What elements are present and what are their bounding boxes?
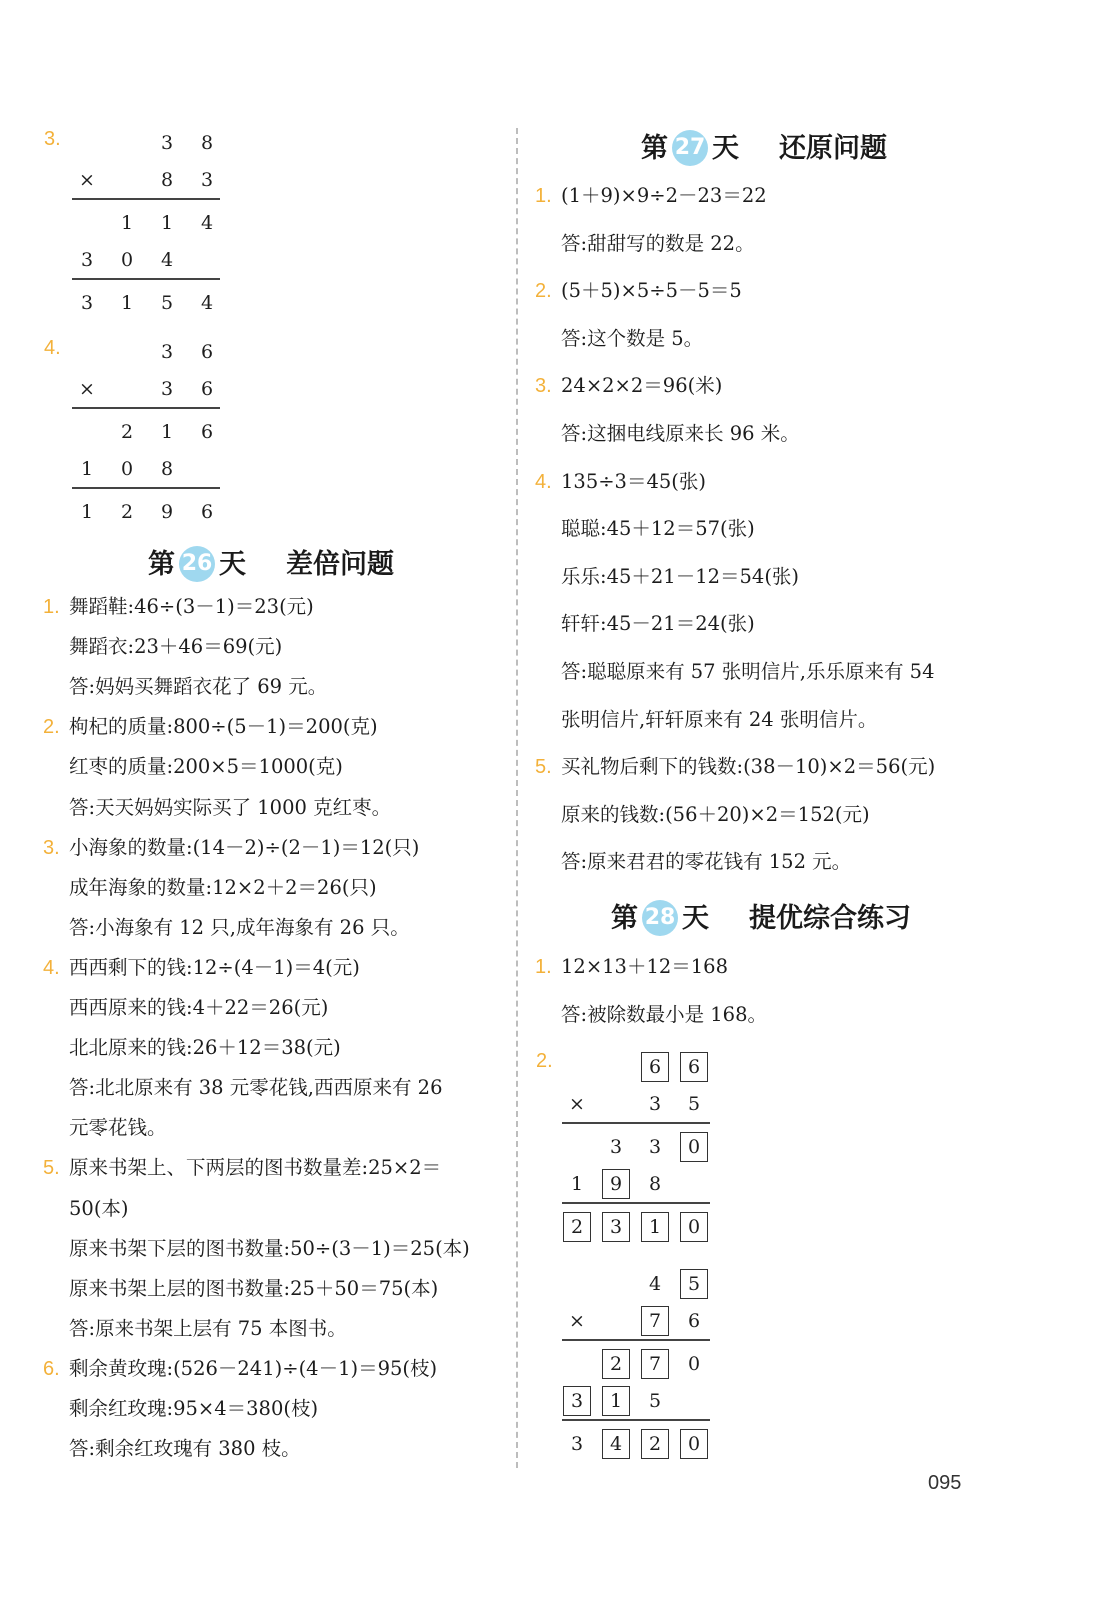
- answer-line: [561, 705, 877, 735]
- answer-box: [602, 1349, 630, 1379]
- answer-box: [680, 1429, 708, 1459]
- digit: 6: [687, 1310, 701, 1332]
- digit: 3: [160, 378, 174, 400]
- answer-text: 西西剩下的钱:12÷(4－1)＝4(元): [69, 955, 360, 979]
- answer-text: 答:这个数是 5。: [561, 326, 704, 350]
- answer-line: [69, 1314, 347, 1344]
- heading-topic: 差倍问题: [286, 549, 394, 580]
- heading-prefix: 第: [148, 549, 175, 580]
- digit: 2: [570, 1216, 584, 1238]
- digit: 8: [160, 458, 174, 480]
- answer-line: [561, 800, 870, 830]
- answer-line-first: [43, 953, 360, 983]
- calculation-rule: [562, 1202, 710, 1204]
- answer-line: [69, 1434, 301, 1464]
- item-number: 4.: [44, 337, 61, 359]
- answer-text: 答:北北原来有 38 元零花钱,西西原来有 26: [69, 1076, 443, 1100]
- day-27-heading: [641, 126, 887, 168]
- answer-text: 剩余红玫瑰:95×4＝380(枝): [69, 1397, 319, 1420]
- answer-line-first: [535, 371, 723, 401]
- answer-box: [641, 1212, 669, 1242]
- digit: 4: [200, 212, 214, 234]
- answer-box: [680, 1269, 708, 1299]
- answer-line-first: [535, 952, 728, 982]
- digit: 0: [687, 1216, 701, 1238]
- answer-box: [563, 1386, 591, 1416]
- day-badge: 28: [642, 900, 678, 936]
- answer-text: 元零花钱。: [69, 1116, 167, 1140]
- item-number: 3.: [44, 128, 61, 150]
- answer-line: [69, 1394, 318, 1424]
- item-number: 3.: [43, 836, 60, 859]
- page-number: 095: [928, 1472, 962, 1494]
- digit: 5: [160, 292, 174, 314]
- column-divider: [516, 128, 518, 1468]
- item-number: 1.: [535, 185, 552, 207]
- answer-box: [602, 1429, 630, 1459]
- answer-line-first: [535, 467, 706, 497]
- calculation-rule: [72, 487, 220, 489]
- day-28-heading: [611, 896, 911, 938]
- digit: 3: [200, 169, 214, 191]
- digit: 2: [120, 501, 134, 523]
- answer-text: 原来的钱数:(56＋20)×2＝152(元): [561, 802, 870, 826]
- heading-prefix: 第: [641, 133, 668, 164]
- digit: 2: [120, 421, 134, 443]
- digit: 6: [200, 421, 214, 443]
- answer-line-first: [43, 1153, 442, 1183]
- answer-text: 答:原来君君的零花钱有 152 元。: [561, 850, 852, 874]
- answer-text: 答:剩余红玫瑰有 380 枝。: [69, 1437, 301, 1461]
- digit: 3: [80, 249, 94, 271]
- answer-text: 小海象的数量:(14－2)÷(2－1)＝12(只): [69, 835, 420, 859]
- digit: 8: [648, 1173, 662, 1195]
- digit: 2: [648, 1433, 662, 1455]
- answer-box: [641, 1052, 669, 1082]
- digit: 3: [648, 1093, 662, 1115]
- heading-suffix: 天: [219, 549, 246, 580]
- answer-box: [641, 1306, 669, 1336]
- answer-text: 剩余黄玫瑰:(526－241)÷(4－1)＝95(枝): [69, 1356, 438, 1380]
- answer-text: 答:小海象有 12 只,成年海象有 26 只。: [69, 915, 410, 939]
- digit: 5: [648, 1390, 662, 1412]
- item-number: 5.: [43, 1157, 60, 1180]
- heading-prefix: 第: [611, 903, 638, 934]
- answer-box: [680, 1132, 708, 1162]
- calculation-rule: [562, 1419, 710, 1421]
- answer-line-first: [535, 752, 936, 782]
- digit: 4: [609, 1433, 623, 1455]
- calculation-rule: [72, 278, 220, 280]
- digit: 2: [609, 1353, 623, 1375]
- digit: 9: [609, 1173, 623, 1195]
- digit: 3: [609, 1136, 623, 1158]
- digit: 0: [120, 458, 134, 480]
- answer-line: [69, 672, 327, 702]
- item-number: 3.: [535, 375, 552, 398]
- day-badge: 27: [672, 130, 708, 166]
- answer-text: 枸杞的质量:800÷(5－1)＝200(克): [69, 715, 378, 739]
- digit: 5: [687, 1093, 701, 1115]
- answer-text: 张明信片,轩轩原来有 24 张明信片。: [561, 707, 878, 731]
- answer-text: 12×13＋12＝168: [561, 955, 728, 978]
- answer-box: [602, 1212, 630, 1242]
- digit: 3: [570, 1390, 584, 1412]
- answer-line-first: [535, 276, 742, 306]
- answer-box: [641, 1429, 669, 1459]
- answer-line: [69, 993, 328, 1023]
- answer-line-first: [43, 712, 378, 742]
- answer-line: [561, 609, 755, 639]
- answer-text: 原来书架上层的图书数量:25＋50＝75(本): [69, 1276, 439, 1300]
- answer-line-first: [43, 592, 314, 622]
- answer-text: 成年海象的数量:12×2＋2＝26(只): [69, 875, 377, 899]
- digit: 1: [570, 1173, 584, 1195]
- answer-line: [69, 1274, 438, 1304]
- digit: 3: [648, 1136, 662, 1158]
- digit: 0: [687, 1136, 701, 1158]
- answer-line: [69, 1033, 341, 1063]
- item-number: 4.: [43, 956, 60, 979]
- answer-box: [641, 1349, 669, 1379]
- digit: 9: [160, 501, 174, 523]
- answer-text: (1＋9)×9÷2－23＝22: [561, 184, 767, 207]
- answer-line: [69, 913, 410, 943]
- digit: 7: [648, 1353, 662, 1375]
- times-sign: ×: [79, 378, 95, 400]
- answer-line: [69, 1234, 470, 1264]
- item-number: 6.: [43, 1357, 60, 1380]
- answer-text: 答:妈妈买舞蹈衣花了 69 元。: [69, 675, 328, 699]
- digit: 1: [120, 292, 134, 314]
- digit: 7: [648, 1310, 662, 1332]
- answer-text: (5＋5)×5÷5－5＝5: [561, 279, 742, 303]
- item-number: 1.: [535, 956, 552, 978]
- answer-text: 答:被除数最小是 168。: [561, 1002, 767, 1026]
- digit: 3: [80, 292, 94, 314]
- digit: 3: [570, 1433, 584, 1455]
- digit: 1: [80, 501, 94, 523]
- answer-line: [69, 873, 377, 903]
- digit: 6: [200, 378, 214, 400]
- heading-suffix: 天: [712, 133, 739, 164]
- answer-box: [680, 1212, 708, 1242]
- digit: 6: [648, 1056, 662, 1078]
- answer-line: [69, 1194, 129, 1224]
- answer-text: 50(本): [69, 1196, 129, 1220]
- answer-line: [69, 1073, 443, 1103]
- heading-topic: 提优综合练习: [749, 903, 911, 934]
- answer-line-first: [43, 1354, 438, 1384]
- digit: 1: [160, 421, 174, 443]
- calculation-rule: [562, 1122, 710, 1124]
- answer-text: 聪聪:45＋12＝57(张): [561, 517, 755, 541]
- times-sign: ×: [79, 169, 95, 191]
- digit: 1: [80, 458, 94, 480]
- digit: 8: [160, 169, 174, 191]
- digit: 8: [200, 132, 214, 154]
- calculation-rule: [72, 407, 220, 409]
- answer-text: 原来书架上、下两层的图书数量差:25×2＝: [69, 1156, 442, 1180]
- item-number: 1.: [43, 596, 60, 618]
- answer-line-first: [43, 833, 420, 863]
- answer-text: 135÷3＝45(张): [561, 469, 706, 493]
- answer-text: 轩轩:45－21＝24(张): [561, 612, 755, 636]
- item-number: 2.: [535, 280, 552, 303]
- answer-text: 答:这捆电线原来长 96 米。: [561, 422, 800, 445]
- digit: 1: [609, 1390, 623, 1412]
- digit: 6: [200, 341, 214, 363]
- answer-text: 舞蹈鞋:46÷(3－1)＝23(元): [69, 595, 314, 618]
- answer-text: 西西原来的钱:4＋22＝26(元): [69, 996, 329, 1019]
- digit: 5: [687, 1273, 701, 1295]
- digit: 4: [648, 1273, 662, 1295]
- digit: 0: [120, 249, 134, 271]
- answer-line-first: [535, 181, 767, 211]
- answer-text: 答:天天妈妈实际买了 1000 克红枣。: [69, 795, 392, 819]
- item-number: 5.: [535, 756, 552, 779]
- answer-line: [561, 324, 703, 354]
- times-sign: ×: [569, 1093, 585, 1115]
- answer-text: 舞蹈衣:23＋46＝69(元): [69, 635, 283, 659]
- answer-line: [561, 1000, 767, 1030]
- answer-line: [561, 657, 935, 687]
- answer-line: [561, 229, 755, 259]
- answer-box: [602, 1169, 630, 1199]
- answer-box: [563, 1212, 591, 1242]
- digit: 3: [609, 1216, 623, 1238]
- answer-text: 24×2×2＝96(米): [561, 374, 723, 398]
- answer-box: [680, 1052, 708, 1082]
- times-sign: ×: [569, 1310, 585, 1332]
- answer-text: 答:甜甜写的数是 22。: [561, 231, 755, 255]
- item-number: 4.: [535, 470, 552, 493]
- answer-line: [561, 562, 799, 592]
- answer-line: [561, 419, 800, 449]
- heading-suffix: 天: [682, 903, 709, 934]
- digit: 6: [687, 1056, 701, 1078]
- answer-line: [69, 632, 282, 662]
- answer-box: [602, 1386, 630, 1416]
- answer-text: 北北原来的钱:26＋12＝38(元): [69, 1036, 341, 1060]
- digit: 4: [160, 249, 174, 271]
- answer-line: [69, 793, 391, 823]
- answer-text: 乐乐:45＋21－12＝54(张): [561, 564, 800, 588]
- answer-line: [561, 847, 851, 877]
- digit: 0: [687, 1433, 701, 1455]
- heading-topic: 还原问题: [779, 133, 887, 164]
- calculation-rule: [72, 198, 220, 200]
- digit: 3: [160, 341, 174, 363]
- item-number: 2.: [536, 1050, 553, 1072]
- calculation-rule: [562, 1339, 710, 1341]
- answer-text: 买礼物后剩下的钱数:(38－10)×2＝56(元): [561, 755, 936, 779]
- digit: 3: [160, 132, 174, 154]
- answer-text: 答:原来书架上层有 75 本图书。: [69, 1316, 347, 1340]
- answer-line: [69, 1113, 167, 1143]
- answer-line: [69, 752, 343, 782]
- answer-line: [561, 514, 755, 544]
- answer-text: 原来书架下层的图书数量:50÷(3－1)＝25(本): [69, 1236, 470, 1260]
- answer-text: 红枣的质量:200×5＝1000(克): [69, 755, 343, 779]
- digit: 4: [200, 292, 214, 314]
- day-26-heading: [148, 542, 394, 584]
- day-badge: 26: [179, 546, 215, 582]
- digit: 1: [648, 1216, 662, 1238]
- digit: 1: [160, 212, 174, 234]
- answer-text: 答:聪聪原来有 57 张明信片,乐乐原来有 54: [561, 660, 935, 683]
- digit: 6: [200, 501, 214, 523]
- digit: 0: [687, 1353, 701, 1375]
- digit: 1: [120, 212, 134, 234]
- item-number: 2.: [43, 716, 60, 739]
